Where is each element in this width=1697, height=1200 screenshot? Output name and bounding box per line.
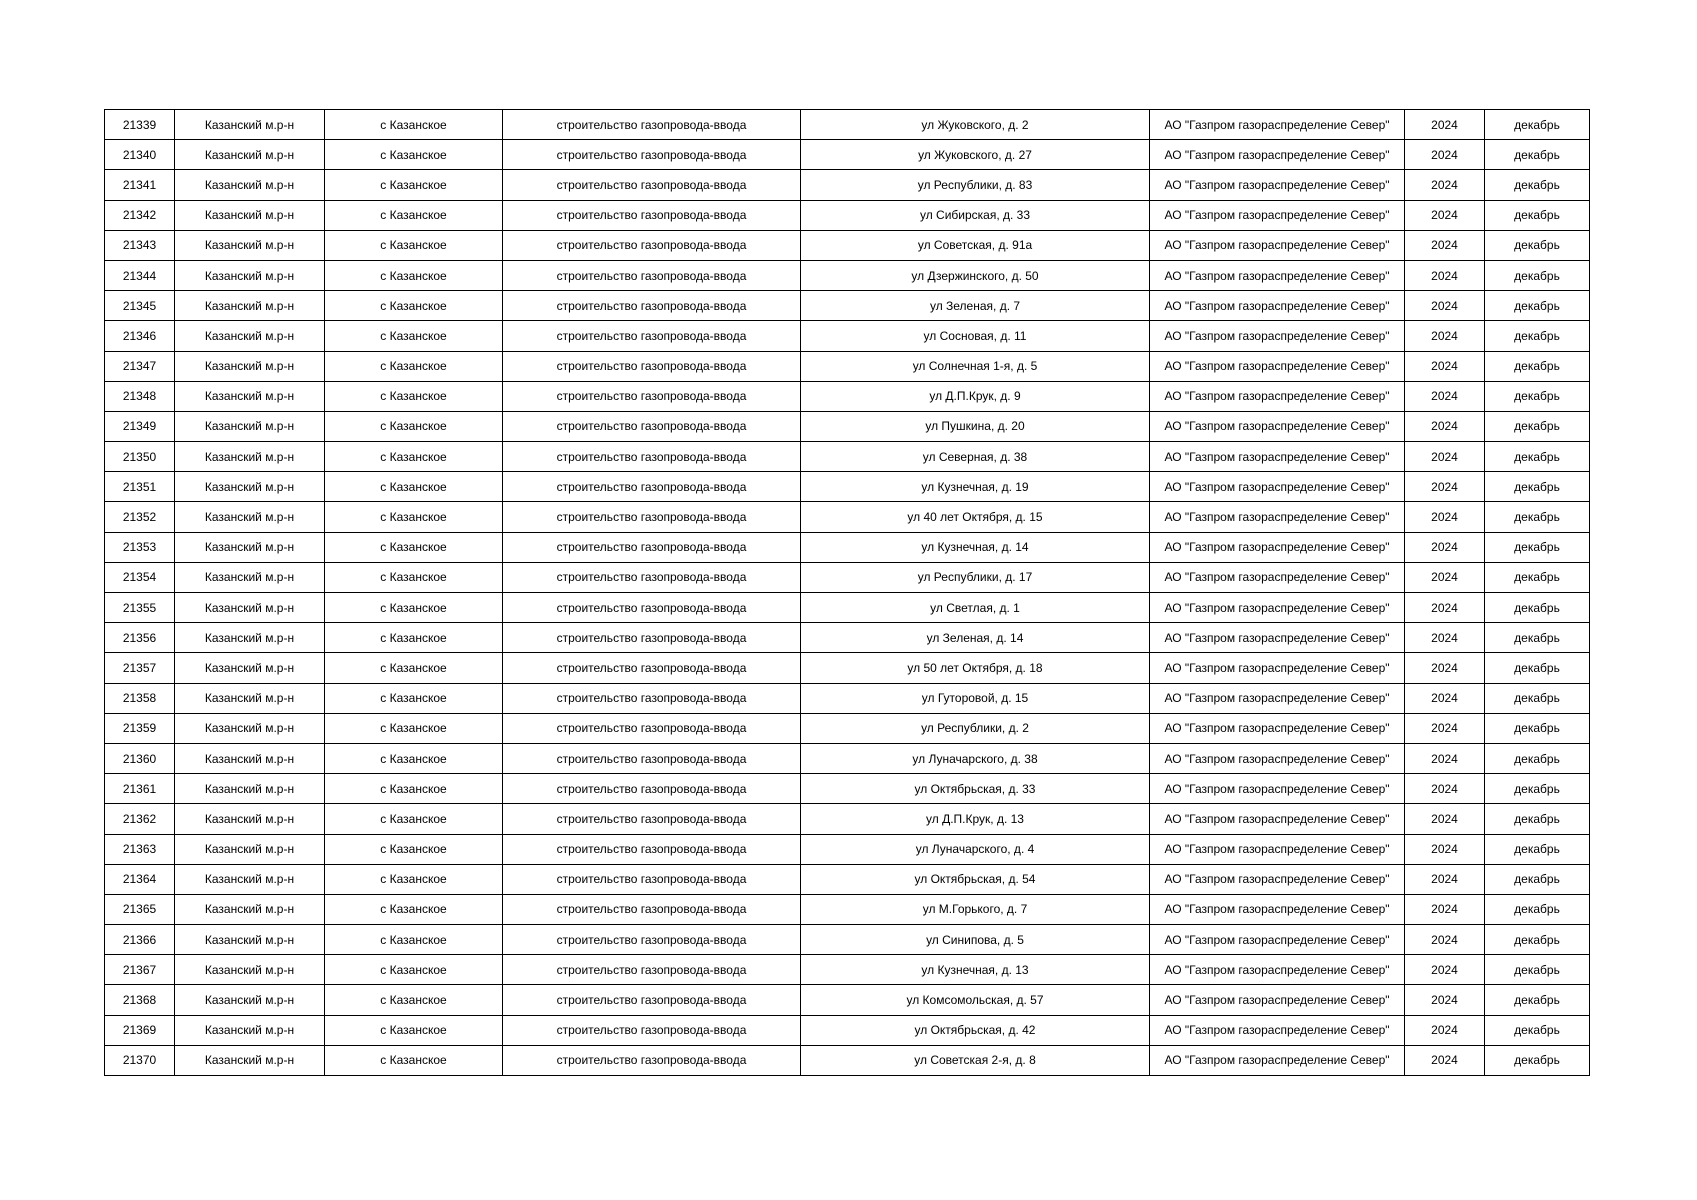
month-cell: декабрь — [1485, 593, 1590, 623]
row-number-cell: 21358 — [105, 683, 175, 713]
district-cell: Казанский м.р-н — [175, 170, 325, 200]
year-cell: 2024 — [1405, 834, 1485, 864]
table-row — [105, 713, 1590, 743]
work-type-cell: строительство газопровода-ввода — [503, 472, 801, 502]
month-cell: декабрь — [1485, 1015, 1590, 1045]
settlement-cell: с Казанское — [325, 925, 503, 955]
table-row — [105, 1045, 1590, 1075]
district-cell: Казанский м.р-н — [175, 200, 325, 230]
year-cell: 2024 — [1405, 562, 1485, 592]
address-cell: ул Светлая, д. 1 — [801, 593, 1150, 623]
district-cell: Казанский м.р-н — [175, 713, 325, 743]
row-number-cell: 21365 — [105, 894, 175, 924]
address-cell: ул Республики, д. 2 — [801, 713, 1150, 743]
district-cell: Казанский м.р-н — [175, 472, 325, 502]
row-number-cell: 21351 — [105, 472, 175, 502]
address-cell: ул Октябрьская, д. 33 — [801, 774, 1150, 804]
table-row — [105, 683, 1590, 713]
table-row — [105, 260, 1590, 290]
organization-cell: АО "Газпром газораспределение Север" — [1150, 683, 1405, 713]
year-cell: 2024 — [1405, 321, 1485, 351]
table-row — [105, 110, 1590, 140]
work-type-cell: строительство газопровода-ввода — [503, 381, 801, 411]
settlement-cell: с Казанское — [325, 291, 503, 321]
month-cell: декабрь — [1485, 532, 1590, 562]
month-cell: декабрь — [1485, 985, 1590, 1015]
work-type-cell: строительство газопровода-ввода — [503, 653, 801, 683]
settlement-cell: с Казанское — [325, 321, 503, 351]
settlement-cell: с Казанское — [325, 834, 503, 864]
work-type-cell: строительство газопровода-ввода — [503, 743, 801, 773]
organization-cell: АО "Газпром газораспределение Север" — [1150, 200, 1405, 230]
address-cell: ул Жуковского, д. 2 — [801, 110, 1150, 140]
table-row — [105, 442, 1590, 472]
month-cell: декабрь — [1485, 442, 1590, 472]
month-cell: декабрь — [1485, 502, 1590, 532]
work-type-cell: строительство газопровода-ввода — [503, 925, 801, 955]
row-number-cell: 21345 — [105, 291, 175, 321]
work-type-cell: строительство газопровода-ввода — [503, 230, 801, 260]
work-type-cell: строительство газопровода-ввода — [503, 1015, 801, 1045]
table-row — [105, 834, 1590, 864]
table-row — [105, 502, 1590, 532]
work-type-cell: строительство газопровода-ввода — [503, 864, 801, 894]
table-row — [105, 864, 1590, 894]
district-cell: Казанский м.р-н — [175, 351, 325, 381]
settlement-cell: с Казанское — [325, 623, 503, 653]
organization-cell: АО "Газпром газораспределение Север" — [1150, 834, 1405, 864]
address-cell: ул Д.П.Крук, д. 9 — [801, 381, 1150, 411]
district-cell: Казанский м.р-н — [175, 1015, 325, 1045]
row-number-cell: 21361 — [105, 774, 175, 804]
row-number-cell: 21362 — [105, 804, 175, 834]
organization-cell: АО "Газпром газораспределение Север" — [1150, 230, 1405, 260]
address-cell: ул Кузнечная, д. 13 — [801, 955, 1150, 985]
month-cell: декабрь — [1485, 170, 1590, 200]
organization-cell: АО "Газпром газораспределение Север" — [1150, 351, 1405, 381]
settlement-cell: с Казанское — [325, 894, 503, 924]
month-cell: декабрь — [1485, 864, 1590, 894]
address-cell: ул Северная, д. 38 — [801, 442, 1150, 472]
work-type-cell: строительство газопровода-ввода — [503, 804, 801, 834]
row-number-cell: 21364 — [105, 864, 175, 894]
row-number-cell: 21369 — [105, 1015, 175, 1045]
row-number-cell: 21359 — [105, 713, 175, 743]
year-cell: 2024 — [1405, 291, 1485, 321]
organization-cell: АО "Газпром газораспределение Север" — [1150, 985, 1405, 1015]
year-cell: 2024 — [1405, 260, 1485, 290]
table-row — [105, 1015, 1590, 1045]
address-cell: ул Сосновая, д. 11 — [801, 321, 1150, 351]
district-cell: Казанский м.р-н — [175, 683, 325, 713]
work-type-cell: строительство газопровода-ввода — [503, 955, 801, 985]
row-number-cell: 21360 — [105, 743, 175, 773]
row-number-cell: 21339 — [105, 110, 175, 140]
address-cell: ул 50 лет Октября, д. 18 — [801, 653, 1150, 683]
row-number-cell: 21363 — [105, 834, 175, 864]
organization-cell: АО "Газпром газораспределение Север" — [1150, 562, 1405, 592]
row-number-cell: 21349 — [105, 411, 175, 441]
address-cell: ул Дзержинского, д. 50 — [801, 260, 1150, 290]
organization-cell: АО "Газпром газораспределение Север" — [1150, 411, 1405, 441]
district-cell: Казанский м.р-н — [175, 894, 325, 924]
work-type-cell: строительство газопровода-ввода — [503, 260, 801, 290]
year-cell: 2024 — [1405, 894, 1485, 924]
settlement-cell: с Казанское — [325, 593, 503, 623]
year-cell: 2024 — [1405, 713, 1485, 743]
district-cell: Казанский м.р-н — [175, 743, 325, 773]
district-cell: Казанский м.р-н — [175, 230, 325, 260]
address-cell: ул Синипова, д. 5 — [801, 925, 1150, 955]
district-cell: Казанский м.р-н — [175, 955, 325, 985]
row-number-cell: 21346 — [105, 321, 175, 351]
month-cell: декабрь — [1485, 411, 1590, 441]
row-number-cell: 21367 — [105, 955, 175, 985]
district-cell: Казанский м.р-н — [175, 834, 325, 864]
organization-cell: АО "Газпром газораспределение Север" — [1150, 653, 1405, 683]
district-cell: Казанский м.р-н — [175, 110, 325, 140]
month-cell: декабрь — [1485, 321, 1590, 351]
settlement-cell: с Казанское — [325, 532, 503, 562]
organization-cell: АО "Газпром газораспределение Север" — [1150, 804, 1405, 834]
month-cell: декабрь — [1485, 200, 1590, 230]
address-cell: ул Октябрьская, д. 42 — [801, 1015, 1150, 1045]
settlement-cell: с Казанское — [325, 502, 503, 532]
organization-cell: АО "Газпром газораспределение Север" — [1150, 864, 1405, 894]
month-cell: декабрь — [1485, 925, 1590, 955]
settlement-cell: с Казанское — [325, 472, 503, 502]
table-row — [105, 804, 1590, 834]
year-cell: 2024 — [1405, 140, 1485, 170]
district-cell: Казанский м.р-н — [175, 593, 325, 623]
table-row — [105, 985, 1590, 1015]
work-type-cell: строительство газопровода-ввода — [503, 834, 801, 864]
year-cell: 2024 — [1405, 743, 1485, 773]
month-cell: декабрь — [1485, 743, 1590, 773]
month-cell: декабрь — [1485, 683, 1590, 713]
organization-cell: АО "Газпром газораспределение Север" — [1150, 442, 1405, 472]
month-cell: декабрь — [1485, 291, 1590, 321]
table-row — [105, 532, 1590, 562]
year-cell: 2024 — [1405, 411, 1485, 441]
district-cell: Казанский м.р-н — [175, 774, 325, 804]
settlement-cell: с Казанское — [325, 351, 503, 381]
district-cell: Казанский м.р-н — [175, 623, 325, 653]
settlement-cell: с Казанское — [325, 683, 503, 713]
organization-cell: АО "Газпром газораспределение Север" — [1150, 1045, 1405, 1075]
organization-cell: АО "Газпром газораспределение Север" — [1150, 110, 1405, 140]
row-number-cell: 21357 — [105, 653, 175, 683]
district-cell: Казанский м.р-н — [175, 291, 325, 321]
month-cell: декабрь — [1485, 834, 1590, 864]
row-number-cell: 21355 — [105, 593, 175, 623]
year-cell: 2024 — [1405, 200, 1485, 230]
work-type-cell: строительство газопровода-ввода — [503, 532, 801, 562]
work-type-cell: строительство газопровода-ввода — [503, 1045, 801, 1075]
district-cell: Казанский м.р-н — [175, 925, 325, 955]
work-type-cell: строительство газопровода-ввода — [503, 200, 801, 230]
settlement-cell: с Казанское — [325, 381, 503, 411]
district-cell: Казанский м.р-н — [175, 260, 325, 290]
table-body — [105, 110, 1590, 1076]
settlement-cell: с Казанское — [325, 864, 503, 894]
year-cell: 2024 — [1405, 774, 1485, 804]
table-row — [105, 593, 1590, 623]
address-cell: ул 40 лет Октября, д. 15 — [801, 502, 1150, 532]
table-row — [105, 743, 1590, 773]
settlement-cell: с Казанское — [325, 260, 503, 290]
work-type-cell: строительство газопровода-ввода — [503, 623, 801, 653]
row-number-cell: 21370 — [105, 1045, 175, 1075]
year-cell: 2024 — [1405, 804, 1485, 834]
work-type-cell: строительство газопровода-ввода — [503, 110, 801, 140]
work-type-cell: строительство газопровода-ввода — [503, 351, 801, 381]
table-row — [105, 170, 1590, 200]
organization-cell: АО "Газпром газораспределение Север" — [1150, 381, 1405, 411]
organization-cell: АО "Газпром газораспределение Север" — [1150, 532, 1405, 562]
year-cell: 2024 — [1405, 955, 1485, 985]
district-cell: Казанский м.р-н — [175, 985, 325, 1015]
organization-cell: АО "Газпром газораспределение Север" — [1150, 1015, 1405, 1045]
month-cell: декабрь — [1485, 623, 1590, 653]
year-cell: 2024 — [1405, 110, 1485, 140]
work-type-cell: строительство газопровода-ввода — [503, 321, 801, 351]
table-row — [105, 351, 1590, 381]
year-cell: 2024 — [1405, 532, 1485, 562]
address-cell: ул Комсомольская, д. 57 — [801, 985, 1150, 1015]
table-row — [105, 321, 1590, 351]
settlement-cell: с Казанское — [325, 985, 503, 1015]
table-row — [105, 955, 1590, 985]
table-row — [105, 381, 1590, 411]
year-cell: 2024 — [1405, 230, 1485, 260]
work-type-cell: строительство газопровода-ввода — [503, 774, 801, 804]
work-type-cell: строительство газопровода-ввода — [503, 562, 801, 592]
table-row — [105, 894, 1590, 924]
settlement-cell: с Казанское — [325, 743, 503, 773]
district-cell: Казанский м.р-н — [175, 442, 325, 472]
settlement-cell: с Казанское — [325, 140, 503, 170]
settlement-cell: с Казанское — [325, 562, 503, 592]
address-cell: ул Советская, д. 91а — [801, 230, 1150, 260]
row-number-cell: 21344 — [105, 260, 175, 290]
address-cell: ул Д.П.Крук, д. 13 — [801, 804, 1150, 834]
district-cell: Казанский м.р-н — [175, 653, 325, 683]
district-cell: Казанский м.р-н — [175, 804, 325, 834]
month-cell: декабрь — [1485, 804, 1590, 834]
organization-cell: АО "Газпром газораспределение Север" — [1150, 623, 1405, 653]
settlement-cell: с Казанское — [325, 713, 503, 743]
organization-cell: АО "Газпром газораспределение Север" — [1150, 140, 1405, 170]
year-cell: 2024 — [1405, 170, 1485, 200]
year-cell: 2024 — [1405, 683, 1485, 713]
row-number-cell: 21348 — [105, 381, 175, 411]
month-cell: декабрь — [1485, 713, 1590, 743]
row-number-cell: 21354 — [105, 562, 175, 592]
row-number-cell: 21340 — [105, 140, 175, 170]
month-cell: декабрь — [1485, 472, 1590, 502]
year-cell: 2024 — [1405, 864, 1485, 894]
district-cell: Казанский м.р-н — [175, 321, 325, 351]
table-row — [105, 140, 1590, 170]
organization-cell: АО "Газпром газораспределение Север" — [1150, 291, 1405, 321]
year-cell: 2024 — [1405, 1015, 1485, 1045]
year-cell: 2024 — [1405, 381, 1485, 411]
table-row — [105, 472, 1590, 502]
month-cell: декабрь — [1485, 140, 1590, 170]
table-row — [105, 925, 1590, 955]
row-number-cell: 21347 — [105, 351, 175, 381]
address-cell: ул Республики, д. 17 — [801, 562, 1150, 592]
organization-cell: АО "Газпром газораспределение Север" — [1150, 502, 1405, 532]
organization-cell: АО "Газпром газораспределение Север" — [1150, 260, 1405, 290]
month-cell: декабрь — [1485, 955, 1590, 985]
row-number-cell: 21350 — [105, 442, 175, 472]
work-type-cell: строительство газопровода-ввода — [503, 985, 801, 1015]
organization-cell: АО "Газпром газораспределение Север" — [1150, 743, 1405, 773]
row-number-cell: 21366 — [105, 925, 175, 955]
organization-cell: АО "Газпром газораспределение Север" — [1150, 894, 1405, 924]
work-type-cell: строительство газопровода-ввода — [503, 411, 801, 441]
address-cell: ул Сибирская, д. 33 — [801, 200, 1150, 230]
organization-cell: АО "Газпром газораспределение Север" — [1150, 321, 1405, 351]
organization-cell: АО "Газпром газораспределение Север" — [1150, 774, 1405, 804]
row-number-cell: 21342 — [105, 200, 175, 230]
district-cell: Казанский м.р-н — [175, 864, 325, 894]
district-cell: Казанский м.р-н — [175, 411, 325, 441]
month-cell: декабрь — [1485, 110, 1590, 140]
work-type-cell: строительство газопровода-ввода — [503, 502, 801, 532]
year-cell: 2024 — [1405, 593, 1485, 623]
month-cell: декабрь — [1485, 774, 1590, 804]
settlement-cell: с Казанское — [325, 442, 503, 472]
table-row — [105, 623, 1590, 653]
table-row — [105, 291, 1590, 321]
address-cell: ул Кузнечная, д. 19 — [801, 472, 1150, 502]
month-cell: декабрь — [1485, 894, 1590, 924]
table-row — [105, 653, 1590, 683]
table-row — [105, 562, 1590, 592]
table-row — [105, 200, 1590, 230]
gas-connection-table — [104, 109, 1590, 1076]
district-cell: Казанский м.р-н — [175, 1045, 325, 1075]
month-cell: декабрь — [1485, 260, 1590, 290]
address-cell: ул Жуковского, д. 27 — [801, 140, 1150, 170]
year-cell: 2024 — [1405, 351, 1485, 381]
work-type-cell: строительство газопровода-ввода — [503, 593, 801, 623]
district-cell: Казанский м.р-н — [175, 502, 325, 532]
settlement-cell: с Казанское — [325, 230, 503, 260]
address-cell: ул Октябрьская, д. 54 — [801, 864, 1150, 894]
year-cell: 2024 — [1405, 442, 1485, 472]
district-cell: Казанский м.р-н — [175, 532, 325, 562]
address-cell: ул Солнечная 1-я, д. 5 — [801, 351, 1150, 381]
address-cell: ул Луначарского, д. 4 — [801, 834, 1150, 864]
year-cell: 2024 — [1405, 1045, 1485, 1075]
row-number-cell: 21356 — [105, 623, 175, 653]
address-cell: ул Зеленая, д. 14 — [801, 623, 1150, 653]
work-type-cell: строительство газопровода-ввода — [503, 442, 801, 472]
address-cell: ул Зеленая, д. 7 — [801, 291, 1150, 321]
year-cell: 2024 — [1405, 985, 1485, 1015]
address-cell: ул Республики, д. 83 — [801, 170, 1150, 200]
work-type-cell: строительство газопровода-ввода — [503, 170, 801, 200]
settlement-cell: с Казанское — [325, 200, 503, 230]
year-cell: 2024 — [1405, 502, 1485, 532]
month-cell: декабрь — [1485, 1045, 1590, 1075]
row-number-cell: 21343 — [105, 230, 175, 260]
row-number-cell: 21341 — [105, 170, 175, 200]
month-cell: декабрь — [1485, 562, 1590, 592]
settlement-cell: с Казанское — [325, 653, 503, 683]
organization-cell: АО "Газпром газораспределение Север" — [1150, 170, 1405, 200]
work-type-cell: строительство газопровода-ввода — [503, 291, 801, 321]
work-type-cell: строительство газопровода-ввода — [503, 713, 801, 743]
month-cell: декабрь — [1485, 381, 1590, 411]
year-cell: 2024 — [1405, 623, 1485, 653]
settlement-cell: с Казанское — [325, 955, 503, 985]
work-type-cell: строительство газопровода-ввода — [503, 683, 801, 713]
settlement-cell: с Казанское — [325, 110, 503, 140]
address-cell: ул Гуторовой, д. 15 — [801, 683, 1150, 713]
table-row — [105, 411, 1590, 441]
organization-cell: АО "Газпром газораспределение Север" — [1150, 925, 1405, 955]
organization-cell: АО "Газпром газораспределение Север" — [1150, 955, 1405, 985]
table-row — [105, 230, 1590, 260]
settlement-cell: с Казанское — [325, 1015, 503, 1045]
address-cell: ул Кузнечная, д. 14 — [801, 532, 1150, 562]
row-number-cell: 21368 — [105, 985, 175, 1015]
settlement-cell: с Казанское — [325, 1045, 503, 1075]
district-cell: Казанский м.р-н — [175, 140, 325, 170]
table-row — [105, 774, 1590, 804]
year-cell: 2024 — [1405, 653, 1485, 683]
organization-cell: АО "Газпром газораспределение Север" — [1150, 593, 1405, 623]
month-cell: декабрь — [1485, 653, 1590, 683]
year-cell: 2024 — [1405, 472, 1485, 502]
address-cell: ул Советская 2-я, д. 8 — [801, 1045, 1150, 1075]
settlement-cell: с Казанское — [325, 774, 503, 804]
address-cell: ул Луначарского, д. 38 — [801, 743, 1150, 773]
row-number-cell: 21352 — [105, 502, 175, 532]
address-cell: ул Пушкина, д. 20 — [801, 411, 1150, 441]
settlement-cell: с Казанское — [325, 170, 503, 200]
work-type-cell: строительство газопровода-ввода — [503, 140, 801, 170]
month-cell: декабрь — [1485, 230, 1590, 260]
month-cell: декабрь — [1485, 351, 1590, 381]
district-cell: Казанский м.р-н — [175, 381, 325, 411]
organization-cell: АО "Газпром газораспределение Север" — [1150, 472, 1405, 502]
year-cell: 2024 — [1405, 925, 1485, 955]
settlement-cell: с Казанское — [325, 411, 503, 441]
settlement-cell: с Казанское — [325, 804, 503, 834]
work-type-cell: строительство газопровода-ввода — [503, 894, 801, 924]
organization-cell: АО "Газпром газораспределение Север" — [1150, 713, 1405, 743]
district-cell: Казанский м.р-н — [175, 562, 325, 592]
address-cell: ул М.Горького, д. 7 — [801, 894, 1150, 924]
row-number-cell: 21353 — [105, 532, 175, 562]
